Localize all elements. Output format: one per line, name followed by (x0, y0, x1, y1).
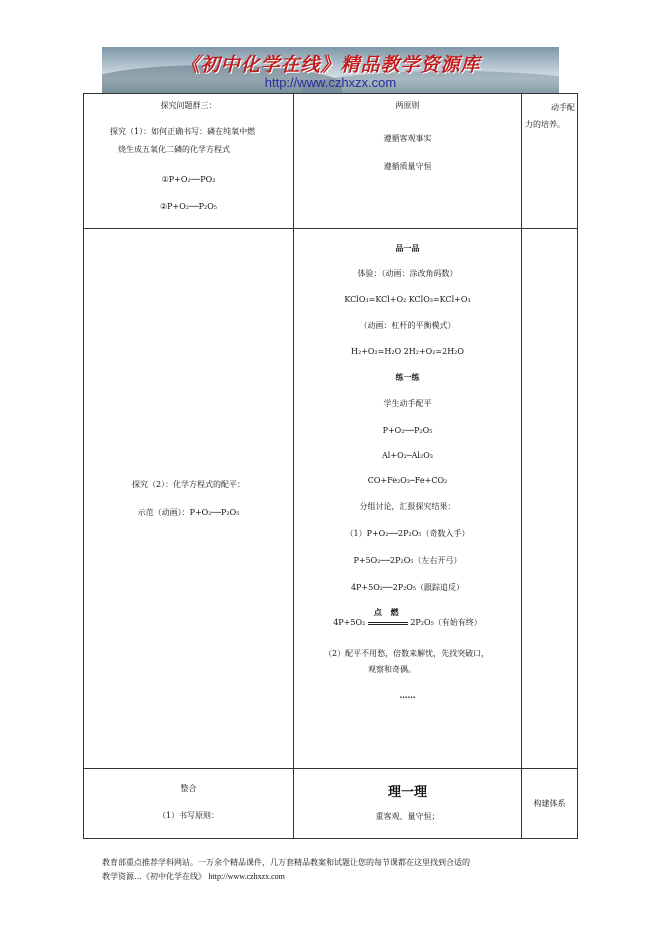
inquiry-heading: 探究问题群三： (160, 101, 217, 110)
ignite-arrow (368, 607, 408, 625)
section-heading: 练一练 (395, 372, 420, 382)
principle-item: 遵循质量守恒 (383, 162, 432, 171)
section-heading: 品一品 (395, 243, 420, 253)
integration-sub: （1）书写原则： (157, 811, 220, 820)
table-row (84, 94, 578, 229)
principles-cell (294, 94, 522, 229)
equation-option: ②P+O₂──P₂O₅ (159, 202, 217, 211)
page-footer (102, 856, 572, 884)
ignite-condition: 点 燃 (373, 607, 402, 617)
banner-title: 《初中化学在线》精品教学资源库 (180, 54, 481, 76)
question-line: 探究（1）：如何正确书写：磷在纯氧中燃 (110, 127, 256, 136)
review-sub: 重客观、量守恒； (375, 812, 440, 821)
activities-cell (294, 229, 522, 769)
solution-line: 4P+5O₂──2P₂O₅（跟踪追反） (350, 583, 465, 592)
integration-cell (84, 769, 294, 839)
solution-line: （1）P+O₂──2P₂O₅（奇数入手） (345, 529, 470, 538)
review-cell (294, 769, 522, 839)
activity-line: 学生动手配平 (383, 399, 432, 408)
equation-line: P+O₂──P₂O₅ (382, 426, 433, 435)
footer-text: 教学资源…《初中化学在线》 (102, 872, 206, 881)
principles-heading: 两原则 (395, 101, 420, 110)
inquiry-cell (84, 94, 294, 229)
footer-link[interactable]: http://www.czhxzx.com (208, 872, 285, 881)
equation-line: CO+Fe₂O₃─Fe+CO₂ (367, 476, 448, 485)
inquiry-text: 探究（2）：化学方程式的配平： (131, 480, 246, 489)
equation-left: 4P+5O₂ (333, 618, 366, 627)
activity-line: 体验：（动画：涂改角码数） (357, 269, 458, 278)
header-banner (102, 47, 559, 93)
activity-line: （动画：杠杆的平衡模式） (359, 321, 456, 330)
goal-text: 力的培养。 (525, 120, 565, 129)
solution-line (294, 607, 521, 628)
goal-cell (522, 94, 578, 229)
table-row (84, 229, 578, 769)
equation-line: KClO₃=KCl+O₂ KClO₃=KCl+O₃ (344, 295, 471, 304)
goal-text: 动手配 (551, 103, 575, 112)
system-text: 构建体系 (533, 799, 566, 808)
footer-line (102, 870, 572, 884)
equation-line: Al+O₂─Al₂O₃ (382, 451, 433, 460)
integration-heading: 整合 (180, 784, 197, 793)
demo-text: 示范（动画）：P+O₂──P₂O₅ (137, 508, 240, 517)
principle-item: 遵循客观事实 (383, 134, 432, 143)
equation-right: 2P₂O₅（有始有终） (410, 618, 482, 627)
banner-url[interactable]: http://www.czhxzx.com (264, 75, 397, 90)
question-line: 烧生成五氧化二磷的化学方程式 (118, 145, 230, 154)
equation-line: H₂+O₂=H₂O 2H₂+O₂=2H₂O (351, 347, 464, 356)
note-line: （2）配平不用愁，倍数来解忧，先找突破口， (324, 649, 490, 658)
footer-line: 教育部重点推荐学科网站。一万余个精品课件，几万套精品教案和试题让您的每节课都在这里找到合适的 (102, 858, 470, 867)
activity-line: 分组讨论，汇报探究结果： (359, 502, 456, 511)
solution-line: P+5O₂──2P₂O₅（左右开弓） (353, 556, 462, 565)
ellipsis: …… (399, 690, 416, 700)
equation-option: ①P+O₂──PO₂ (161, 175, 216, 184)
double-line (368, 622, 408, 625)
system-cell (522, 769, 578, 839)
balancing-inquiry-cell (84, 229, 294, 769)
table-row (84, 769, 578, 839)
note-line: 观察和奇偶。 (368, 665, 416, 674)
empty-cell (522, 229, 578, 769)
review-heading: 理一理 (387, 785, 427, 800)
lesson-table (83, 93, 578, 839)
